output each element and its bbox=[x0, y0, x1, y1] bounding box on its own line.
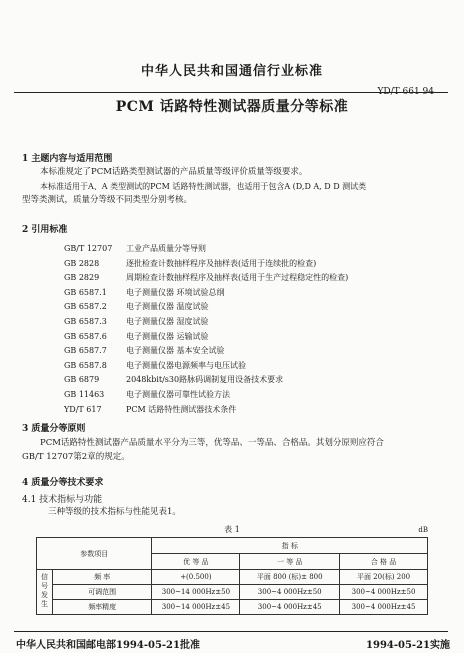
issuing-body: 中华人民共和国通信行业标准 bbox=[140, 64, 323, 79]
table-cell: 300~4 000Hz±50 bbox=[340, 585, 428, 600]
table-cell: 300~14 000Hz±50 bbox=[152, 585, 240, 600]
section-1-para-1: 本标准规定了PCM话路类型测试器的产品质量等级评价质量等级要求。 bbox=[40, 167, 308, 177]
table-row bbox=[37, 570, 428, 585]
column-header: 一 等 品 bbox=[240, 554, 340, 570]
document-number: YD/T 661 94 bbox=[377, 87, 434, 97]
section-1-heading: 1 主题内容与适用范围 bbox=[22, 154, 113, 164]
section-4-1-heading: 4.1 技术指标与功能 bbox=[22, 495, 103, 505]
table-row bbox=[37, 600, 428, 615]
row-label-header: 参数项目 bbox=[37, 538, 152, 570]
section-1-para-3: 型等类测试，质量分等级不同类型分别考核。 bbox=[22, 195, 193, 205]
section-3-para-2: GB/T 12707第2章的规定。 bbox=[22, 452, 130, 462]
quality-grade-table bbox=[36, 537, 428, 615]
vertical-group-label: 信号发生 bbox=[37, 570, 53, 615]
approval-line: 中华人民共和国邮电部1994-05-21批准 bbox=[16, 640, 200, 651]
reference-item: GB 6587.7 电子测量仪器 基本安全试验 bbox=[64, 346, 225, 356]
section-4-heading: 4 质量分等技术要求 bbox=[22, 478, 104, 488]
reference-item: GB 6587.8 电子测量仪器电源频率与电压试验 bbox=[64, 360, 246, 370]
table-caption: 表 1 bbox=[224, 525, 240, 534]
reference-item: GB 6587.2 电子测量仪器 温度试验 bbox=[64, 302, 209, 312]
reference-item: YD/T 617 PCM 话路特性测试器技术条件 bbox=[64, 404, 237, 414]
column-header: 优 等 品 bbox=[152, 554, 240, 570]
table-cell: 平面 20(标) 200 bbox=[340, 570, 428, 585]
reference-item: GB 6587.6 电子测量仪器 运输试验 bbox=[64, 331, 209, 341]
footer-rule bbox=[14, 631, 448, 632]
table-cell: 300~14 000Hz±45 bbox=[152, 600, 240, 615]
reference-list bbox=[64, 242, 348, 417]
header-rule bbox=[14, 92, 448, 93]
reference-item: GB 2828 逐批检查计数抽样程序及抽样表(适用于连续批的检查) bbox=[64, 258, 317, 268]
table-row bbox=[37, 585, 428, 600]
table-cell: +(0.500) bbox=[152, 570, 240, 585]
reference-item: GB 11463 电子测量仪器可靠性试验方法 bbox=[64, 389, 230, 399]
reference-item: GB/T 12707 工业产品质量分等导则 bbox=[64, 244, 206, 253]
column-header: 合 格 品 bbox=[340, 554, 428, 570]
row-label: 频 率 bbox=[52, 570, 151, 585]
section-3-heading: 3 质量分等原则 bbox=[22, 424, 86, 434]
section-2-heading: 2 引用标准 bbox=[22, 225, 68, 235]
reference-item: GB 6587.1 电子测量仪器 环境试验总纲 bbox=[64, 287, 225, 297]
column-group-header: 指 标 bbox=[152, 538, 428, 554]
table-cell: 平面 800 (标)± 800 bbox=[240, 570, 340, 585]
table-cell: 300~4 000Hz±45 bbox=[240, 600, 340, 615]
reference-item: GB 6587.3 电子测量仪器 湿度试验 bbox=[64, 316, 209, 326]
table-cell: 300~4 000Hz±45 bbox=[340, 600, 428, 615]
reference-item: GB 6879 2048kbit/s30路脉码调制复用设备技术要求 bbox=[64, 375, 284, 385]
section-3-para-1: PCM话路特性测试器产品质量水平分为三等，优等品、一等品、合格品。其划分原则应符合 bbox=[40, 438, 384, 448]
section-4-para-1: 三种等级的技术指标与性能见表1。 bbox=[48, 507, 181, 517]
reference-item: GB 2829 周期检查计数抽样程序及抽样表(适用于生产过程稳定性的检查) bbox=[64, 273, 349, 283]
document-title: PCM 话路特性测试器质量分等标准 bbox=[115, 99, 349, 115]
table-unit: dB bbox=[418, 526, 428, 534]
row-label: 可调范围 bbox=[52, 585, 151, 600]
table-cell: 300~4 000Hz±50 bbox=[240, 585, 340, 600]
implementation-date: 1994-05-21实施 bbox=[366, 640, 450, 651]
section-1-para-2: 本标准适用于A、A 类型测试的PCM 话路特性测试器，也适用于包含A (D,D A, D D 测试类 bbox=[40, 182, 367, 191]
row-label: 频率精度 bbox=[52, 600, 151, 615]
